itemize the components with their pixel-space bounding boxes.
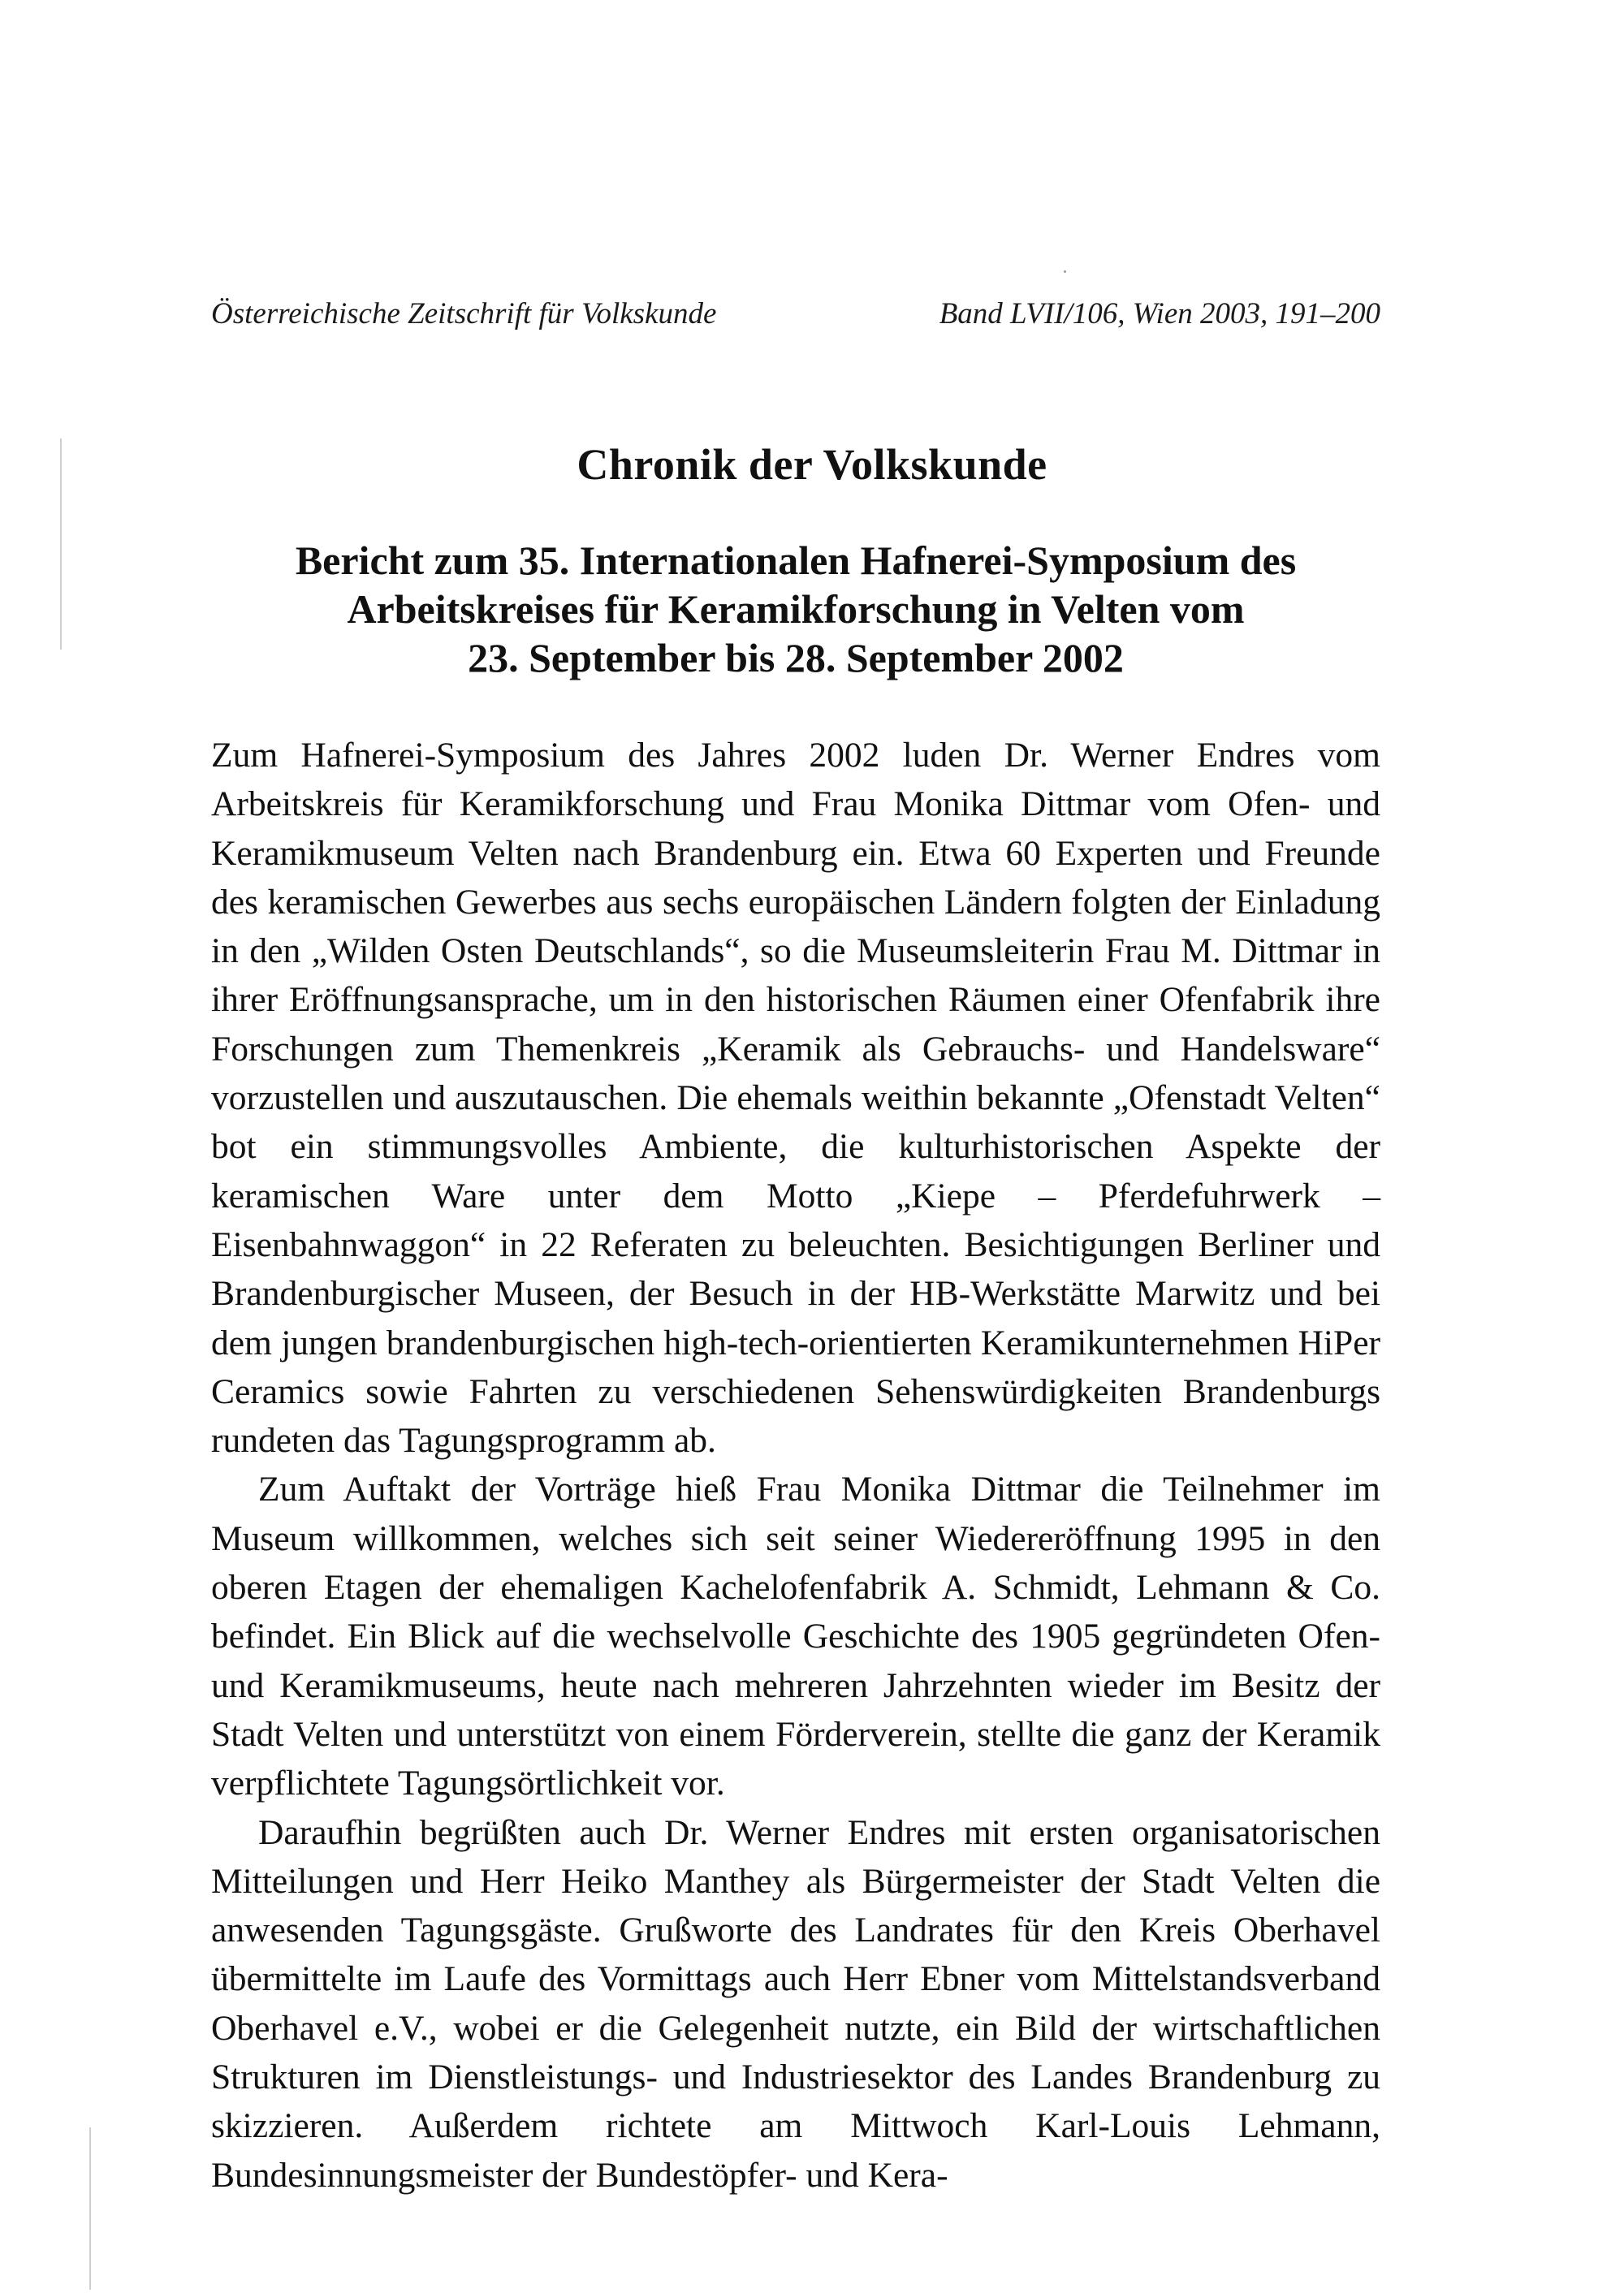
- scan-speck: [1064, 270, 1066, 273]
- report-title-line: Arbeitskreises für Keramikforschung in Velten vom: [347, 586, 1245, 632]
- report-title-line: Bericht zum 35. Internationalen Hafnerei-Symposium des: [295, 538, 1297, 583]
- volume-info: Band LVII/106, Wien 2003, 191–200: [939, 297, 1380, 330]
- scan-margin-mark: [89, 2127, 91, 2290]
- article-body: [211, 731, 1380, 2200]
- body-paragraph: Daraufhin begrüßten auch Dr. Werner Endres mit ersten organisatorischen Mitteilungen und Herr Heiko Manthey als Bürgermeister der Stadt Velten die anwesenden Tagungsgäste. Grußworte des Landrates für den Kreis Oberhavel übermittelte im Laufe des Vormittags auch Herr Ebner vom Mittelstandsverband Oberhavel e.V., wobei er die Gelegenheit nutzte, ein Bild der wirtschaftlichen Strukturen im Dienstleistungs- und Industriesektor des Landes Brandenburg zu skizzieren. Außerdem richtete am Mittwoch Karl-Louis Lehmann, Bundesinnungsmeister der Bundestöpfer- und Kera-: [211, 1812, 1380, 2195]
- report-title: [244, 536, 1348, 682]
- journal-title: Österreichische Zeitschrift für Volkskunde: [211, 297, 717, 330]
- body-paragraph: Zum Auftakt der Vorträge hieß Frau Monika Dittmar die Teilnehmer im Museum willkommen, welches sich seit seiner Wiedereröffnung 1995 in den oberen Etagen der ehemaligen Kachelofenfabrik A. Schmidt, Lehmann & Co. befindet. Ein Blick auf die wechselvolle Geschichte des 1905 gegründeten Ofen- und Keramikmuseums, heute nach mehreren Jahrzehnten wieder im Besitz der Stadt Velten und unterstützt von einem Förderverein, stellte die ganz der Keramik verpflichtete Tagungsörtlichkeit vor.: [211, 1470, 1380, 1803]
- section-title: Chronik der Volkskunde: [577, 440, 1047, 489]
- scan-margin-mark: [60, 438, 62, 650]
- report-title-line: 23. September bis 28. September 2002: [468, 635, 1124, 680]
- body-paragraph: Zum Hafnerei-Symposium des Jahres 2002 luden Dr. Werner Endres vom Arbeitskreis für Keramikforschung und Frau Monika Dittmar vom Ofen- und Keramikmuseum Velten nach Brandenburg ein. Etwa 60 Experten und Freunde des keramischen Gewerbes aus sechs europäischen Ländern folgten der Einladung in den „Wilden Osten Deutschlands“, so die Museumsleiterin Frau M. Dittmar in ihrer Eröffnungsansprache, um in den historischen Räumen einer Ofenfabrik ihre Forschungen zum Themenkreis „Keramik als Gebrauchs- und Handelsware“ vorzustellen und auszutauschen. Die ehemals weithin bekannte „Ofenstadt Velten“ bot ein stimmungsvolles Ambiente, die kulturhistorischen Aspekte der keramischen Ware unter dem Motto „Kiepe – Pferdefuhrwerk – Eisenbahnwaggon“ in 22 Referaten zu beleuchten. Besichtigungen Berliner und Brandenburgischer Museen, der Besuch in der HB-Werkstätte Marwitz und bei dem jungen brandenburgischen high-tech-orientierten Keramikunternehmen HiPer Ceramics sowie Fahrten zu verschiedenen Sehenswürdigkeiten Brandenburgs rundeten das Tagungsprogramm ab.: [211, 736, 1380, 1461]
